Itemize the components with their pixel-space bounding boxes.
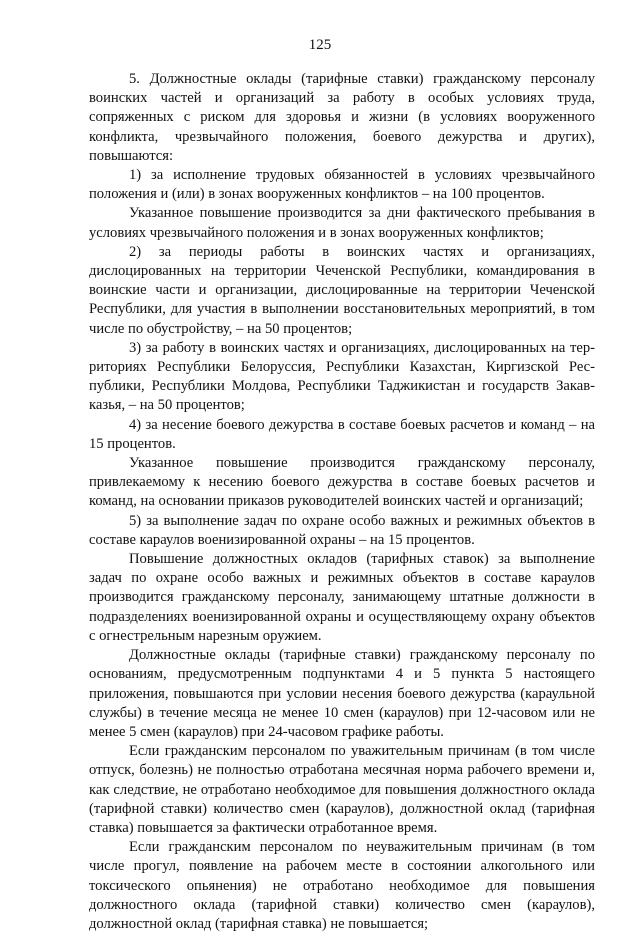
paragraph-conditions: Должностные оклады (тарифные ставки) гражданскому персоналу по основаниям, предусмотренным подпунктами 4 и 5 пункта 5 настоящего приложения, повышаются при условии несения боевого дежурства (караульной службы) в течение месяца не менее 10 смен (караулов) при 12-часовом или не менее 5 смен (караулов) при 24-часовом графике работы.	[89, 647, 595, 740]
paragraph-subitem-1: 1) за исполнение трудовых обязанностей в условиях чрезвычайного положения и (или) в зонах вооруженных конфликтов – на 100 процентов.	[89, 167, 595, 203]
paragraph-guard-increase: Повышение должностных окладов (тарифных ставок) за выполнение задач по охране особо важных и режимных объектов в составе караулов производится гражданскому персоналу, занимающему штатные должности в подразделениях военизированной охраны и осуществляющему охрану объектов с огнестрельным нарезным оружием.	[89, 551, 595, 644]
paragraph-note-1: Указанное повышение производится за дни фактического пребывания в условиях чрезвычайного положения и в зонах вооруженных конфликтов;	[89, 205, 595, 241]
paragraph-item-5-intro: 5. Должностные оклады (тарифные ставки) гражданскому персоналу воинских частей и организаций за работу в особых условиях труда, сопряженных с риском для здоровья и жизни (в условиях вооруженного конфликта, чрезвычайного положения, боевого дежурства и других), повышаются:	[89, 71, 595, 164]
paragraph-subitem-2: 2) за периоды работы в воинских частях и организациях, дислоцированных на территории Чеченской Республики, командирования в воинские части и организации, дислоцированные на территории Чеченской Республики, для участия в выполнении восстановительных мероприятий, в том числе по обустройству, – на 50 процентов;	[89, 243, 595, 337]
paragraph-invalid-reasons: Если гражданским персоналом по неуважительным причинам (в том числе прогул, появление на рабочем месте в состоянии алкогольного или токсического опьянения) не отработано необходимое для повышения должностного оклада (тарифной ставки) количество смен (караулов), должностной оклад (тарифная ставка) не повышается;	[89, 839, 595, 932]
paragraph-valid-reasons: Если гражданским персоналом по уважительным причинам (в том числе отпуск, болезнь) не полностью отработана месячная норма рабочего времени и, как следствие, не отработано необходимое для повышения должностного оклада (тарифной ставки) количество смен (караулов), должностной оклад (тарифная ставка) повышается за фактически отработанное время.	[89, 743, 595, 836]
body-text	[89, 70, 595, 934]
paragraph-subitem-3: 3) за работу в воинских частях и организациях, дислоцированных на тер-риториях Республики Белоруссия, Республики Казахстан, Киргизской Рес-публики, Республики Молдова, Республики Таджикистан и государств Закав-казья, – на 50 процентов;	[89, 339, 595, 414]
page-number: 125	[308, 37, 332, 53]
paragraph-note-4: Указанное повышение производится гражданскому персоналу, привлекаемому к несению боевого дежурства в составе боевых расчетов и команд, на основании приказов руководителей воинских частей и организаций;	[89, 455, 595, 510]
paragraph-subitem-5: 5) за выполнение задач по охране особо важных и режимных объектов в составе караулов военизированной охраны – на 15 процентов.	[89, 512, 595, 548]
paragraph-subitem-4: 4) за несение боевого дежурства в составе боевых расчетов и команд – на 15 процентов.	[89, 416, 595, 452]
